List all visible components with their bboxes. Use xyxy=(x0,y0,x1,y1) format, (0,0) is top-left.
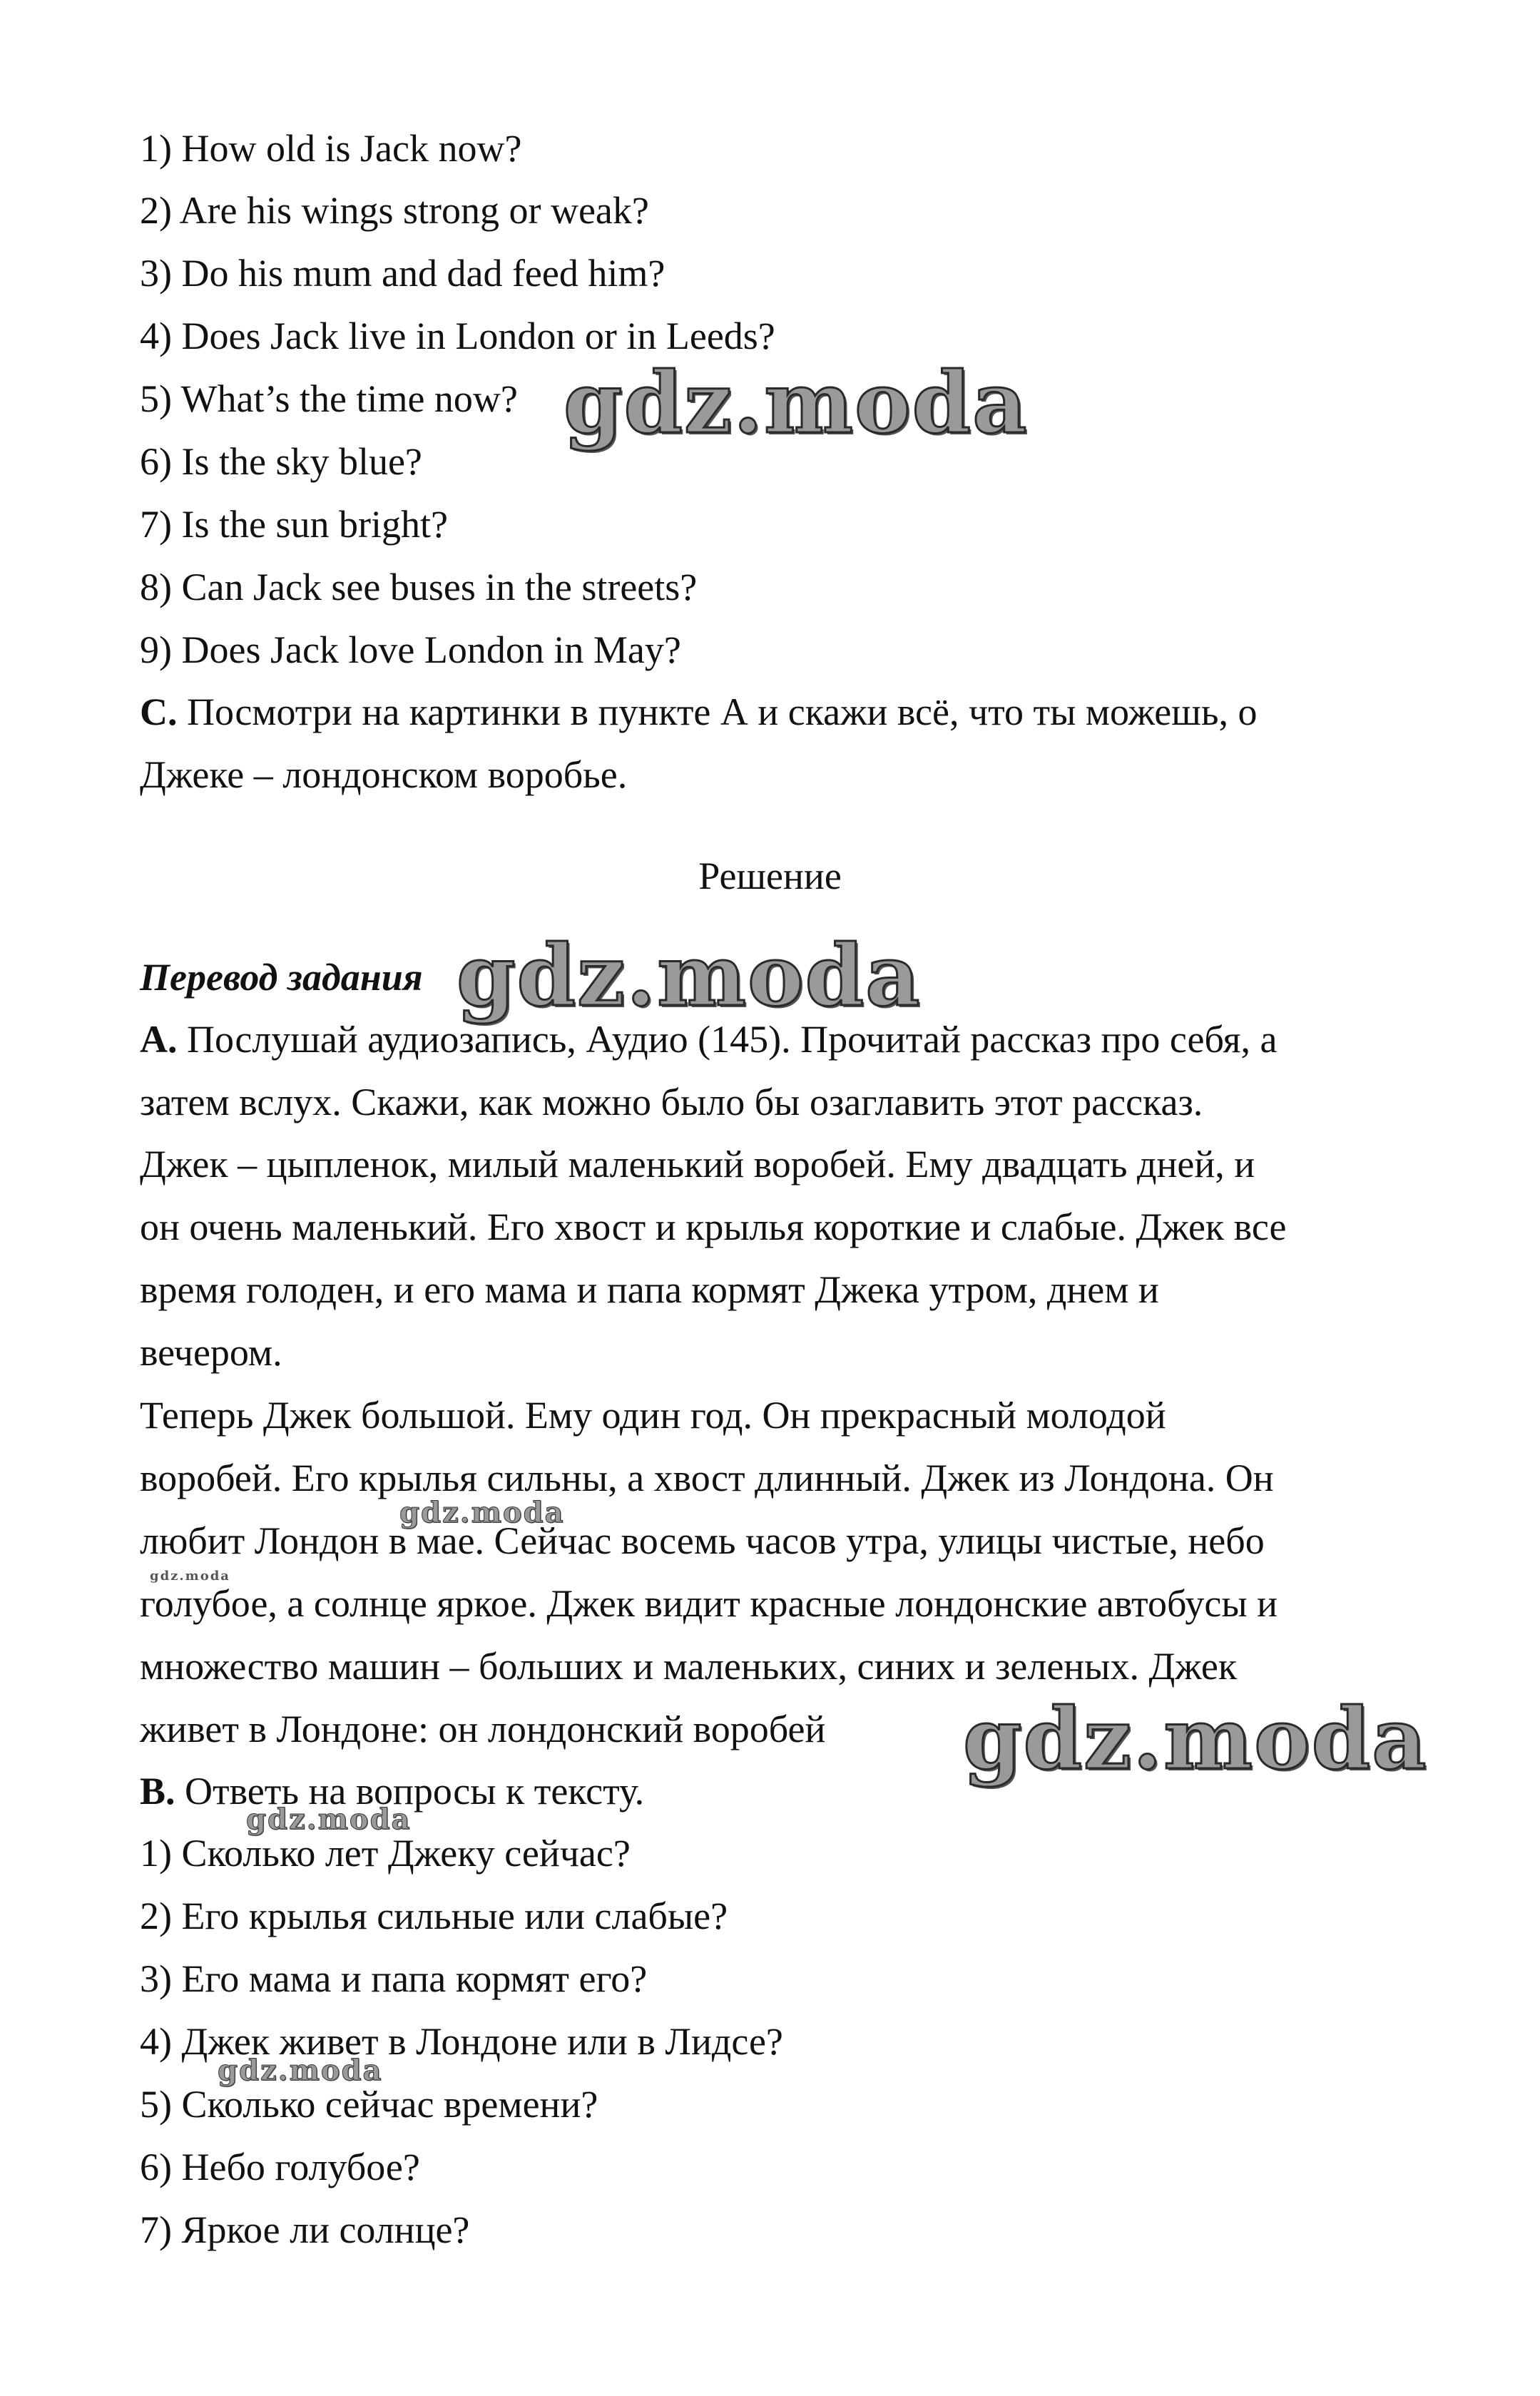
task-c-text: Посмотри на картинки в пункте А и скажи всё, что ты можешь, о xyxy=(187,690,1258,733)
watermark: gdz.moda xyxy=(457,926,922,1025)
story-line-10: живет в Лондоне: он лондонский воробей xyxy=(140,1708,826,1750)
solution-heading: Решение xyxy=(698,855,842,897)
story-line-4: вечером. xyxy=(140,1331,282,1374)
watermark: gdz.moda xyxy=(564,353,1029,452)
watermark: gdz.moda xyxy=(963,1689,1428,1788)
question-en-1: 1) How old is Jack now? xyxy=(140,127,522,170)
task-c-line-1 xyxy=(140,689,1257,735)
story-line-5: Теперь Джек большой. Ему один год. Он прекрасный молодой xyxy=(140,1394,1166,1437)
watermark: gdz.moda xyxy=(218,2054,383,2087)
story-line-6: воробей. Его крылья сильны, а хвост длинный. Джек из Лондона. Он xyxy=(140,1457,1274,1499)
question-ru-6: 6) Небо голубое? xyxy=(140,2146,420,2188)
story-line-7: любит Лондон в мае. Сейчас восемь часов утра, улицы чистые, небо xyxy=(140,1519,1265,1562)
question-en-8: 8) Can Jack see buses in the streets? xyxy=(140,566,698,608)
question-ru-7: 7) Яркое ли солнце? xyxy=(140,2208,470,2251)
question-en-2: 2) Are his wings strong or weak? xyxy=(140,189,649,232)
question-en-4: 4) Does Jack live in London or in Leeds? xyxy=(140,315,775,357)
story-line-8: голубое, а солнце яркое. Джек видит красные лондонские автобусы и xyxy=(140,1582,1278,1625)
story-line-9: множество машин – больших и маленьких, синих и зеленых. Джек xyxy=(140,1645,1238,1688)
task-c-line-2: Джеке – лондонском воробье. xyxy=(140,753,628,796)
question-ru-5: 5) Сколько сейчас времени? xyxy=(140,2083,598,2126)
question-en-3: 3) Do his mum and dad feed him? xyxy=(140,252,666,295)
question-ru-3: 3) Его мама и папа кормят его? xyxy=(140,1957,648,2000)
question-en-7: 7) Is the sun bright? xyxy=(140,503,448,546)
story-line-1: Джек – цыпленок, милый маленький воробей. Ему двадцать дней, и xyxy=(140,1143,1255,1186)
question-ru-1: 1) Сколько лет Джеку сейчас? xyxy=(140,1832,631,1875)
question-en-6: 6) Is the sky blue? xyxy=(140,440,422,483)
story-line-2: он очень маленький. Его хвост и крылья короткие и слабые. Джек все xyxy=(140,1205,1287,1248)
question-ru-2: 2) Его крылья сильные или слабые? xyxy=(140,1895,728,1937)
question-ru-4: 4) Джек живет в Лондоне или в Лидсе? xyxy=(140,2020,783,2063)
question-en-9: 9) Does Jack love London in May? xyxy=(140,628,681,671)
task-c-label: C. xyxy=(140,690,178,733)
watermark: gdz.moda xyxy=(399,1496,565,1529)
translation-heading: Перевод задания xyxy=(140,956,423,999)
task-a-line-2: затем вслух. Скажи, как можно было бы озаглавить этот рассказ. xyxy=(140,1081,1203,1123)
task-a-text: Послушай аудиозапись, Аудио (145). Прочитай рассказ про себя, а xyxy=(187,1018,1278,1061)
task-b-text: Ответь на вопросы к тексту. xyxy=(185,1770,645,1813)
watermark: gdz.moda xyxy=(246,1803,412,1836)
story-line-3: время голоден, и его мама и папа кормят Джека утром, днем и xyxy=(140,1268,1159,1311)
task-a-label: А. xyxy=(140,1018,178,1061)
watermark: gdz.moda xyxy=(150,1569,230,1584)
question-en-5: 5) What’s the time now? xyxy=(140,377,518,420)
task-b-label: В. xyxy=(140,1770,175,1813)
